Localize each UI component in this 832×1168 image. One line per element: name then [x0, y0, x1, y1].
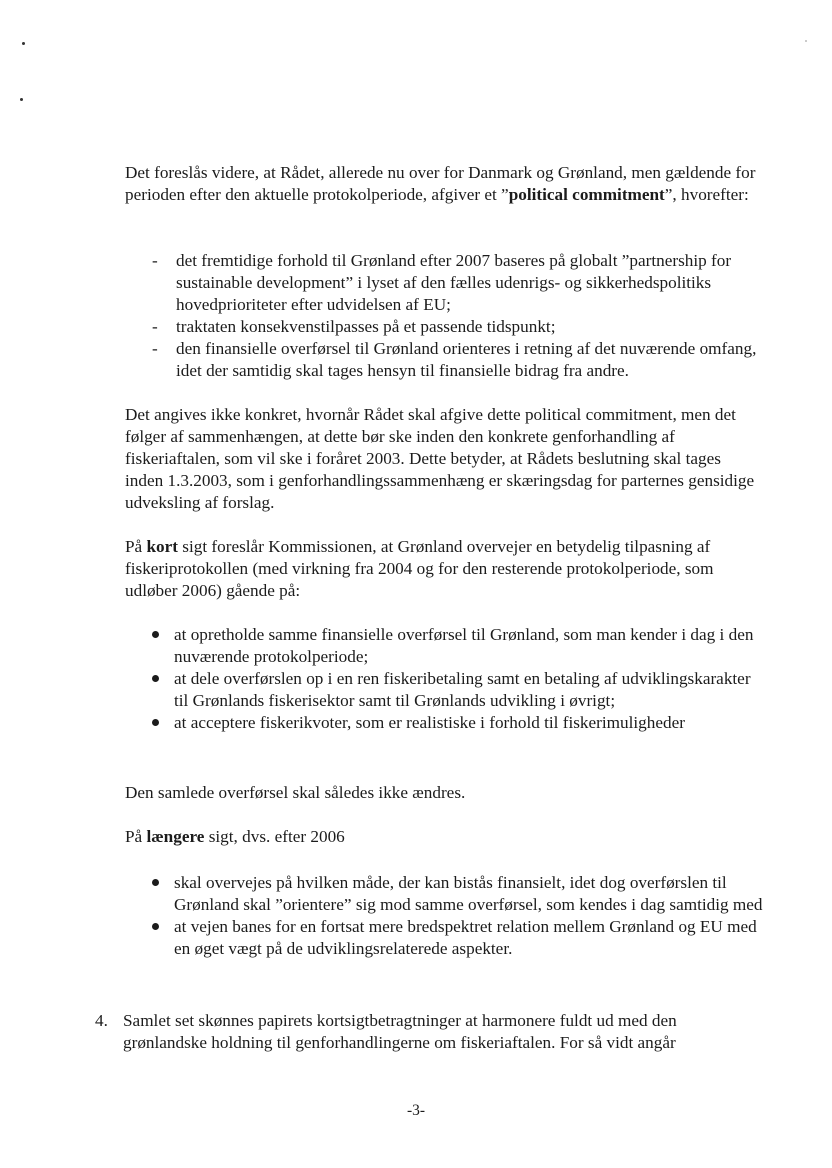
bold-term: political commitment: [508, 185, 665, 204]
paragraph-short-term: [125, 536, 760, 602]
paragraph-timing: Det angives ikke konkret, hvornår Rådet skal afgive dette political commitment, men det følger af sammenhængen, at dette bør ske inden den konkrete genforhandling af fiskeriaftalen, som vil ske i foråret 2003. Dette betyder, at Rådets beslutning skal tages inden 1.3.2003, som i genforhandlingssammenhæng er skæringsdag for parternes gensidige udveksling af forslag.: [125, 405, 755, 512]
list-item: [152, 338, 766, 382]
list-item: [174, 624, 764, 668]
bullet-icon: [152, 675, 159, 682]
list-item-text: at vejen banes for en fortsat mere bredspektret relation mellem Grønland og EU med en øget vægt på de udviklingsrelaterede aspekter.: [174, 917, 757, 958]
list-item-text: den finansielle overførsel til Grønland orienteres i retning af det nuværende omfang, idet der samtidig skal tages hensyn til finansielle bidrag fra andre.: [176, 339, 757, 380]
paragraph-long-term: [125, 826, 760, 848]
bold-term: længere: [146, 827, 205, 846]
bullet-icon: [152, 879, 159, 886]
dash-marker: -: [152, 251, 158, 270]
paragraph-text: sigt foreslår Kommissionen, at Grønland overvejer en betydelig tilpasning af fiskeriprotokollen (med virkning fra 2004 og for den resterende protokolperiode, som udløber 2006) gående på:: [125, 537, 714, 600]
scan-speck: [22, 42, 25, 45]
dash-marker: -: [152, 339, 158, 358]
bullet-icon: [152, 923, 159, 930]
scan-speck: [20, 98, 23, 101]
list-item: [152, 316, 766, 338]
page-number: -3-: [406, 1102, 426, 1119]
list-item: [174, 872, 764, 916]
paragraph-text: Det foreslås videre, at Rådet, allerede nu over for Danmark og Grønland, men gældende for perioden efter den aktuelle protokolperiode, afgiver et ”: [125, 163, 756, 204]
bullet-icon: [152, 631, 159, 638]
dash-list: [152, 250, 766, 382]
bullet-list-short-term: [174, 624, 764, 734]
item-text: Samlet set skønnes papirets kortsigtbetragtninger at harmonere fuldt ud med den grønlandske holdning til genforhandlingerne om fiskeriaftalen. For så vidt angår: [123, 1011, 677, 1052]
paragraph-text: På: [125, 827, 147, 846]
list-item-text: skal overvejes på hvilken måde, der kan bistås finansielt, idet dog overførslen til Grønland skal ”orientere” sig mod samme overførsel, som kendes i dag samtidig med: [174, 873, 763, 914]
scan-speck: [805, 40, 807, 42]
item-number: 4.: [95, 1011, 108, 1030]
list-item-text: at opretholde samme finansielle overførsel til Grønland, som man kender i dag i den nuværende protokolperiode;: [174, 625, 754, 666]
list-item: [174, 712, 764, 734]
bullet-icon: [152, 719, 159, 726]
list-item: [174, 668, 764, 712]
paragraph-text: På: [125, 537, 147, 556]
list-item-text: at acceptere fiskerikvoter, som er realistiske i forhold til fiskerimuligheder: [174, 713, 685, 732]
paragraph-total-transfer: Den samlede overførsel skal således ikke ændres.: [125, 783, 466, 802]
paragraph-political-commitment: [125, 162, 760, 206]
dash-marker: -: [152, 317, 158, 336]
list-item-text: det fremtidige forhold til Grønland efter 2007 baseres på globalt ”partnership for sustainable development” i lyset af den fælles udenrigs- og sikkerhedspolitiks hovedprioriteter efter udvidelsen af EU;: [176, 251, 732, 314]
list-item: [174, 916, 764, 960]
list-item-text: traktaten konsekvenstilpasses på et passende tidspunkt;: [176, 317, 556, 336]
paragraph-text: sigt, dvs. efter 2006: [204, 827, 345, 846]
list-item-text: at dele overførslen op i en ren fiskeribetaling samt en betaling af udviklingskarakter til Grønlands fiskerisektor samt til Grønlands udvikling i øvrigt;: [174, 669, 751, 710]
bold-term: kort: [146, 537, 178, 556]
bullet-list-long-term: [174, 872, 764, 960]
list-item: [152, 250, 766, 316]
paragraph-text: ”, hvorefter:: [664, 185, 749, 204]
